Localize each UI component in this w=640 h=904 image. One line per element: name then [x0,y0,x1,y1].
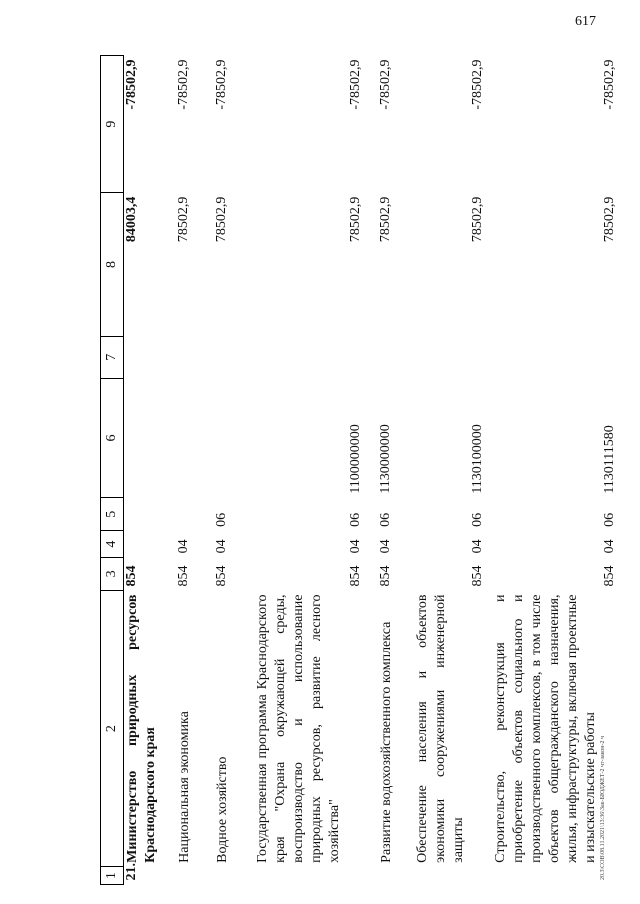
column-header: 6 [101,378,124,497]
row-number [254,867,378,885]
cell-section: 04 [602,539,617,554]
cell-expense-type [214,336,254,378]
cell-target-article: 1130100000 [470,424,485,494]
table-row [214,56,254,885]
table-row [414,56,492,885]
cell-amount: 78502,9 [348,196,363,243]
cell-section: 04 [470,539,485,554]
cell-ministry-code: 854 [602,565,617,587]
column-header: 9 [101,56,124,193]
cell-change: -78502,9 [214,59,229,110]
cell-change: -78502,9 [602,59,617,110]
cell-subsection [124,498,177,531]
column-header: 1 [101,867,124,885]
row-number: 21. [124,863,139,881]
table-row [254,56,378,885]
cell-amount: 78502,9 [602,196,617,243]
cell-change: -78502,9 [176,59,191,110]
cell-ministry-code: 854 [176,565,191,587]
row-number [378,867,414,885]
cell-subsection: 06 [214,512,229,527]
cell-expense-type [492,336,624,378]
column-header: 3 [101,557,124,590]
row-name: Министерство природных ресурсов Краснодарского края [125,594,158,863]
cell-subsection: 06 [470,512,485,527]
row-name: Национальная экономика [177,711,192,863]
cell-change: -78502,9 [124,59,139,110]
cell-expense-type [176,336,214,378]
footer-code-text: 20.3\СОВ\08.11.2021\13:36\Зак-БЮДЖЕТ-2 чт-закон-2 ч [600,736,606,880]
cell-amount: 84003,4 [124,196,139,243]
cell-expense-type [124,336,177,378]
column-header: 7 [101,336,124,378]
cell-amount: 78502,9 [378,196,393,243]
cell-expense-type [254,336,378,378]
rotated-page-content [100,55,617,885]
cell-ministry-code: 854 [214,565,229,587]
cell-section [124,531,177,558]
column-header: 5 [101,498,124,531]
cell-section: 04 [214,539,229,554]
cell-change: -78502,9 [470,59,485,110]
table-header-row [101,56,124,885]
page-number: 617 [575,14,596,29]
row-name: Строительство, реконструкция и приобретение объектов социального и производственного комплексов, в том числе объектов общегражданского назначения, жилья, инфраструктуры, включая проектные и изыскательские работы [493,594,598,863]
cell-ministry-code: 854 [124,565,139,587]
budget-table [100,55,624,885]
cell-section: 04 [348,539,363,554]
cell-expense-type [414,336,492,378]
cell-target-article: 1130000000 [378,424,393,494]
cell-subsection: 06 [602,512,617,527]
column-header: 2 [101,591,124,867]
row-name: Водное хозяйство [215,756,230,863]
cell-target-article: 1100000000 [348,424,363,494]
cell-section: 04 [176,539,191,554]
cell-target-article [214,378,254,497]
cell-subsection [176,498,214,531]
row-number [492,867,624,885]
table-row [492,56,624,885]
cell-amount: 78502,9 [470,196,485,243]
cell-amount: 78502,9 [176,196,191,243]
cell-section: 04 [378,539,393,554]
table-row [124,56,177,885]
table-row [378,56,414,885]
cell-target-article [124,378,177,497]
cell-target-article [176,378,214,497]
row-name: Государственная программа Краснодарского края "Охрана окружающей среды, воспроизводство и использование природных ресурсов, развитие лесного хозяйства" [255,594,342,863]
cell-amount: 78502,9 [214,196,229,243]
table-row [176,56,214,885]
cell-change: -78502,9 [378,59,393,110]
cell-ministry-code: 854 [378,565,393,587]
column-header: 4 [101,531,124,558]
cell-target-article: 1130111580 [602,425,617,494]
cell-change: -78502,9 [348,59,363,110]
row-name: Обеспечение населения и объектов экономики сооружениями инженерной защиты [415,594,466,863]
row-name: Развитие водохозяйственного комплекса [379,621,394,863]
row-number [214,867,254,885]
row-number [414,867,492,885]
column-header: 8 [101,193,124,337]
cell-expense-type [378,336,414,378]
cell-subsection: 06 [378,512,393,527]
cell-ministry-code: 854 [348,565,363,587]
cell-subsection: 06 [348,512,363,527]
cell-ministry-code: 854 [470,565,485,587]
row-number [176,867,214,885]
